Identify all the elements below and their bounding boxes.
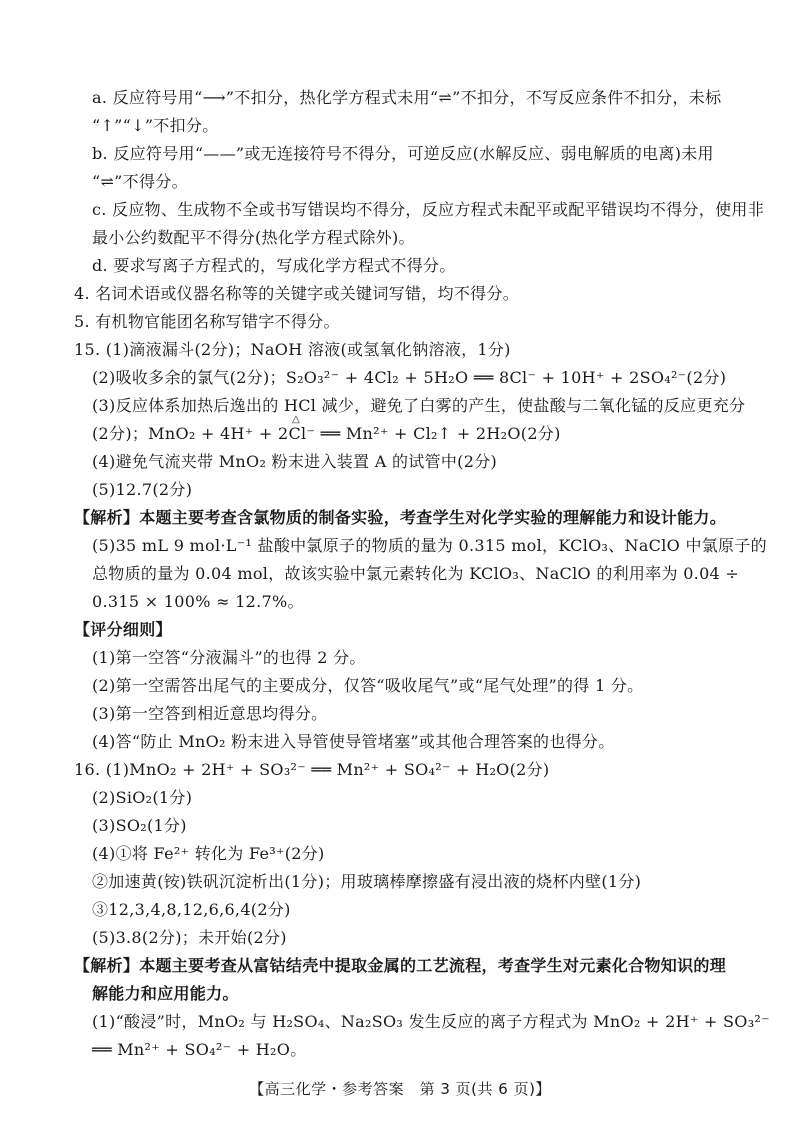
q15-analysis-heading: 【解析】本题主要考查含氯物质的制备实验，考查学生对化学实验的理解能力和设计能力。 xyxy=(74,508,727,527)
rule-a-line-1: a. 反应符号用“⟶”不扣分，热化学方程式未用“⇌”不扣分，不写反应条件不扣分，未标 xyxy=(92,88,722,107)
rule-d: d. 要求写离子方程式的，写成化学方程式不得分。 xyxy=(92,256,456,275)
scoring-details-heading: 【评分细则】 xyxy=(74,620,172,639)
rule-4: 4. 名词术语或仪器名称等的关键字或关键词写错，均不得分。 xyxy=(74,284,520,303)
q16-part5: (5)3.8(2分)；未开始(2分) xyxy=(92,928,287,947)
q15-part2: (2)吸收多余的氯气(2分)；S₂O₃²⁻ + 4Cl₂ + 5H₂O ══ 8Cl⁻ + 10H⁺ + 2SO₄²⁻(2分) xyxy=(92,368,727,387)
scoring-detail-2: (2)第一空需答出尾气的主要成分，仅答“吸收尾气”或“尾气处理”的得 1 分。 xyxy=(92,676,644,695)
q16-part2: (2)SiO₂(1分) xyxy=(92,788,193,807)
q16-part4-1: (4)①将 Fe²⁺ 转化为 Fe³⁺(2分) xyxy=(92,844,325,863)
q15-part4: (4)避免气流夹带 MnO₂ 粉末进入装置 A 的试管中(2分) xyxy=(92,452,498,471)
q16-analysis-line-1: (1)“酸浸”时，MnO₂ 与 H₂SO₄、Na₂SO₃ 发生反应的离子方程式为 MnO₂ + 2H⁺ + SO₃²⁻ xyxy=(92,1012,770,1031)
q16-analysis-line-2: ══ Mn²⁺ + SO₄²⁻ + H₂O。 xyxy=(92,1040,307,1059)
q15-part5: (5)12.7(2分) xyxy=(92,480,193,499)
q15-analysis-line-2: 总物质的量为 0.04 mol，故该实验中氯元素转化为 KClO₃、NaClO 的利用率为 0.04 ÷ xyxy=(92,564,740,583)
scoring-detail-1: (1)第一空答“分液漏斗”的也得 2 分。 xyxy=(92,648,366,667)
page-footer: 【高三化学・参考答案 第 3 页(共 6 页)】 xyxy=(249,1080,551,1098)
q15-analysis-line-1: (5)35 mL 9 mol·L⁻¹ 盐酸中氯原子的物质的量为 0.315 mol，KClO₃、NaClO 中氯原子的 xyxy=(92,536,767,555)
q16-part4-2: ②加速黄(铵)铁矾沉淀析出(1分)；用玻璃棒摩擦盛有浸出液的烧杯内壁(1分) xyxy=(92,872,642,891)
rule-c-line-2: 最小公约数配平不得分(热化学方程式除外)。 xyxy=(92,228,415,247)
q16-part1: 16. (1)MnO₂ + 2H⁺ + SO₃²⁻ ══ Mn²⁺ + SO₄²⁻ + H₂O(2分) xyxy=(74,760,550,779)
rule-b-line-2: “⇌”不得分。 xyxy=(92,172,188,191)
heating-delta-mark: △ xyxy=(292,414,300,425)
q16-part3: (3)SO₂(1分) xyxy=(92,816,187,835)
rule-b-line-1: b. 反应符号用“——”或无连接符号不得分，可逆反应(水解反应、弱电解质的电离)未用 xyxy=(92,144,714,163)
rule-5: 5. 有机物官能团名称写错字不得分。 xyxy=(74,312,340,331)
q15-part3-line-2 xyxy=(92,424,561,444)
scoring-detail-4: (4)答“防止 MnO₂ 粉末进入导管使导管堵塞”或其他合理答案的也得分。 xyxy=(92,732,615,751)
q15-analysis-line-3: 0.315 × 100% ≈ 12.7%。 xyxy=(92,592,304,611)
q15-part3-equation: (2分)；MnO₂ + 4H⁺ + 2Cl⁻ ══ Mn²⁺ + Cl₂↑ + 2H₂O(2分) xyxy=(92,424,561,443)
q16-part4-3: ③12,3,4,8,12,6,6,4(2分) xyxy=(92,900,291,919)
rule-a-line-2: “↑”“↓”不扣分。 xyxy=(92,116,219,135)
q15-part1: 15. (1)滴液漏斗(2分)；NaOH 溶液(或氢氧化钠溶液，1分) xyxy=(74,340,511,359)
q16-analysis-heading-line-1: 【解析】本题主要考查从富钴结壳中提取金属的工艺流程，考查学生对元素化合物知识的理 xyxy=(74,956,727,975)
q15-part3-line-1: (3)反应体系加热后逸出的 HCl 减少，避免了白雾的产生，使盐酸与二氧化锰的反应更充分 xyxy=(92,396,746,415)
q16-analysis-heading-line-2: 解能力和应用能力。 xyxy=(92,984,239,1003)
rule-c-line-1: c. 反应物、生成物不全或书写错误均不得分，反应方程式未配平或配平错误均不得分，使用非 xyxy=(92,200,765,219)
scoring-detail-3: (3)第一空答到相近意思均得分。 xyxy=(92,704,328,723)
